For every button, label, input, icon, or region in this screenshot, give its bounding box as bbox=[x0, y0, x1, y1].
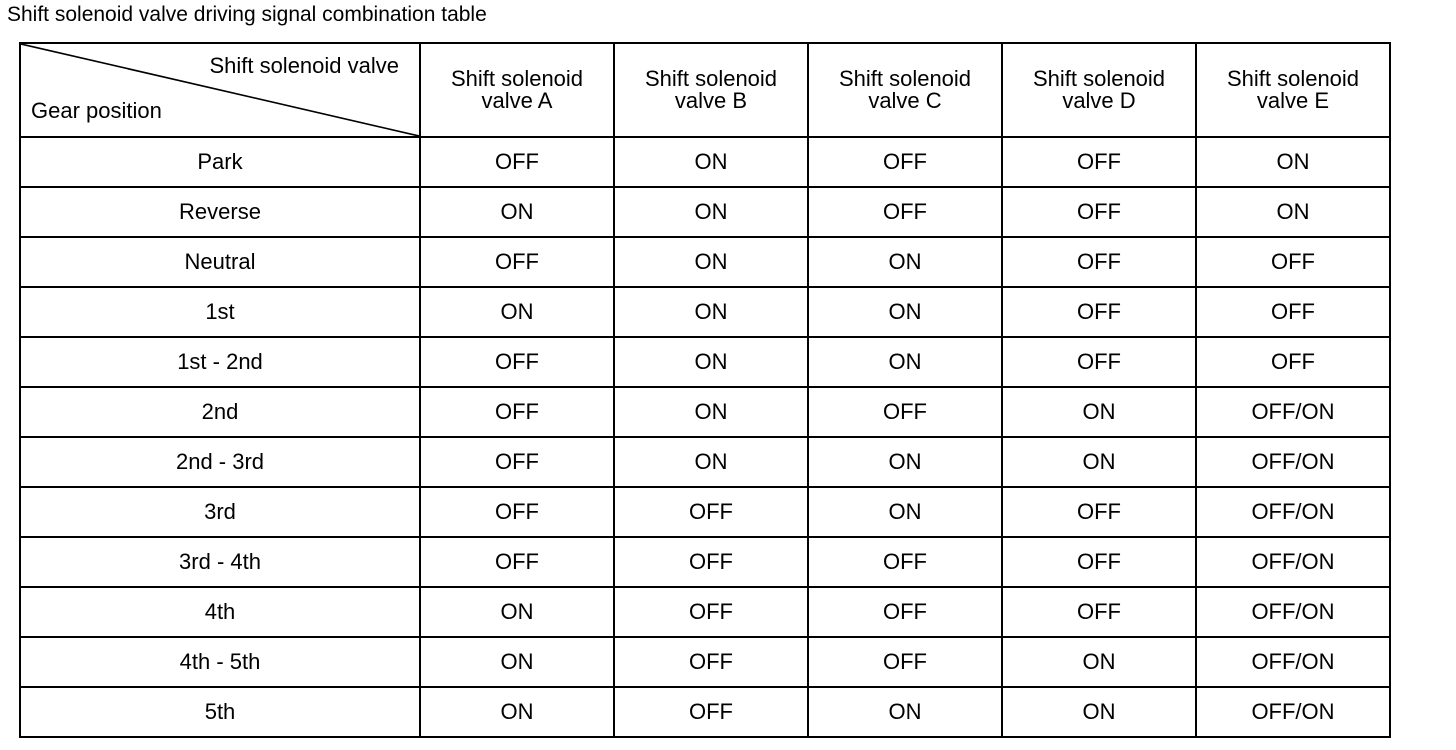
table-row bbox=[20, 637, 1390, 687]
row-label: 4th - 5th bbox=[20, 637, 420, 687]
row-label: 2nd - 3rd bbox=[20, 437, 420, 487]
table-cell: OFF bbox=[808, 387, 1002, 437]
table-cell: ON bbox=[1002, 637, 1196, 687]
solenoid-combination-table bbox=[19, 42, 1391, 738]
column-header-line: valve E bbox=[1256, 88, 1330, 113]
table-cell: OFF bbox=[1002, 187, 1196, 237]
table-cell: ON bbox=[808, 687, 1002, 737]
table-cell: OFF bbox=[420, 237, 614, 287]
table-cell: OFF bbox=[614, 587, 808, 637]
page-title: Shift solenoid valve driving signal combination table bbox=[7, 3, 487, 26]
table-cell: OFF bbox=[614, 637, 808, 687]
table-cell: ON bbox=[420, 587, 614, 637]
table-cell: OFF bbox=[1002, 337, 1196, 387]
table-cell: ON bbox=[808, 237, 1002, 287]
table-cell: ON bbox=[614, 287, 808, 337]
column-header-line: Shift solenoid bbox=[1032, 66, 1166, 91]
table-cell: OFF bbox=[808, 637, 1002, 687]
table-cell: OFF/ON bbox=[1196, 537, 1390, 587]
table-cell: OFF bbox=[1196, 237, 1390, 287]
table-cell: OFF/ON bbox=[1196, 387, 1390, 437]
corner-header-cell bbox=[20, 43, 420, 137]
corner-column-axis-label: Shift solenoid valve bbox=[209, 53, 399, 78]
table-cell: OFF/ON bbox=[1196, 487, 1390, 537]
table-cell: ON bbox=[614, 337, 808, 387]
table-row bbox=[20, 287, 1390, 337]
table-cell: ON bbox=[808, 337, 1002, 387]
table-cell: OFF bbox=[808, 587, 1002, 637]
table-cell: ON bbox=[420, 687, 614, 737]
row-label: 2nd bbox=[20, 387, 420, 437]
table-cell: OFF bbox=[1002, 287, 1196, 337]
table-cell: OFF bbox=[808, 187, 1002, 237]
table-row bbox=[20, 537, 1390, 587]
column-header-line: valve C bbox=[868, 88, 942, 113]
column-header-line: valve A bbox=[481, 88, 553, 113]
table-row bbox=[20, 587, 1390, 637]
row-label: 1st - 2nd bbox=[20, 337, 420, 387]
table-row bbox=[20, 187, 1390, 237]
table-container bbox=[19, 42, 1391, 738]
table-cell: OFF/ON bbox=[1196, 637, 1390, 687]
table-cell: ON bbox=[614, 437, 808, 487]
row-label: 3rd bbox=[20, 487, 420, 537]
table-cell: OFF bbox=[420, 137, 614, 187]
table-cell: ON bbox=[420, 287, 614, 337]
table-cell: ON bbox=[808, 437, 1002, 487]
column-header-valve-e bbox=[1196, 43, 1390, 137]
table-cell: OFF/ON bbox=[1196, 687, 1390, 737]
table-cell: OFF bbox=[420, 337, 614, 387]
table-cell: OFF bbox=[420, 387, 614, 437]
column-header-line: Shift solenoid bbox=[1226, 66, 1360, 91]
table-cell: OFF bbox=[808, 537, 1002, 587]
table-row bbox=[20, 137, 1390, 187]
column-header-line: valve B bbox=[674, 88, 748, 113]
table-cell: OFF bbox=[420, 537, 614, 587]
column-header-valve-a bbox=[420, 43, 614, 137]
table-cell: ON bbox=[808, 487, 1002, 537]
table-cell: OFF bbox=[420, 487, 614, 537]
table-cell: ON bbox=[420, 187, 614, 237]
row-label: 5th bbox=[20, 687, 420, 737]
table-row bbox=[20, 387, 1390, 437]
table-cell: OFF bbox=[614, 537, 808, 587]
row-label: 1st bbox=[20, 287, 420, 337]
table-cell: OFF bbox=[808, 137, 1002, 187]
table-cell: OFF bbox=[420, 437, 614, 487]
table-cell: ON bbox=[614, 387, 808, 437]
table-cell: OFF bbox=[1002, 537, 1196, 587]
table-row bbox=[20, 687, 1390, 737]
table-cell: OFF bbox=[614, 687, 808, 737]
row-label: Park bbox=[20, 137, 420, 187]
table-cell: OFF bbox=[1002, 587, 1196, 637]
table-row bbox=[20, 237, 1390, 287]
table-cell: OFF bbox=[614, 487, 808, 537]
table-cell: OFF/ON bbox=[1196, 437, 1390, 487]
table-header-row bbox=[20, 43, 1390, 137]
table-cell: OFF bbox=[1002, 487, 1196, 537]
table-cell: OFF bbox=[1196, 337, 1390, 387]
table-cell: ON bbox=[1002, 687, 1196, 737]
table-row bbox=[20, 437, 1390, 487]
table-cell: ON bbox=[1196, 137, 1390, 187]
corner-row-axis-label: Gear position bbox=[31, 98, 162, 123]
table-cell: ON bbox=[614, 187, 808, 237]
table-cell: ON bbox=[1002, 437, 1196, 487]
row-label: Neutral bbox=[20, 237, 420, 287]
table-cell: ON bbox=[614, 237, 808, 287]
table-cell: ON bbox=[1002, 387, 1196, 437]
column-header-valve-d bbox=[1002, 43, 1196, 137]
column-header-line: valve D bbox=[1062, 88, 1136, 113]
table-cell: ON bbox=[808, 287, 1002, 337]
table-cell: OFF bbox=[1196, 287, 1390, 337]
table-cell: ON bbox=[614, 137, 808, 187]
row-label: 4th bbox=[20, 587, 420, 637]
column-header-line: Shift solenoid bbox=[838, 66, 972, 91]
column-header-valve-b bbox=[614, 43, 808, 137]
table-cell: ON bbox=[420, 637, 614, 687]
table-row bbox=[20, 487, 1390, 537]
table-cell: OFF bbox=[1002, 237, 1196, 287]
column-header-line: Shift solenoid bbox=[450, 66, 584, 91]
column-header-valve-c bbox=[808, 43, 1002, 137]
table-row bbox=[20, 337, 1390, 387]
row-label: 3rd - 4th bbox=[20, 537, 420, 587]
column-header-line: Shift solenoid bbox=[644, 66, 778, 91]
table-cell: OFF bbox=[1002, 137, 1196, 187]
table-cell: ON bbox=[1196, 187, 1390, 237]
table-cell: OFF/ON bbox=[1196, 587, 1390, 637]
row-label: Reverse bbox=[20, 187, 420, 237]
